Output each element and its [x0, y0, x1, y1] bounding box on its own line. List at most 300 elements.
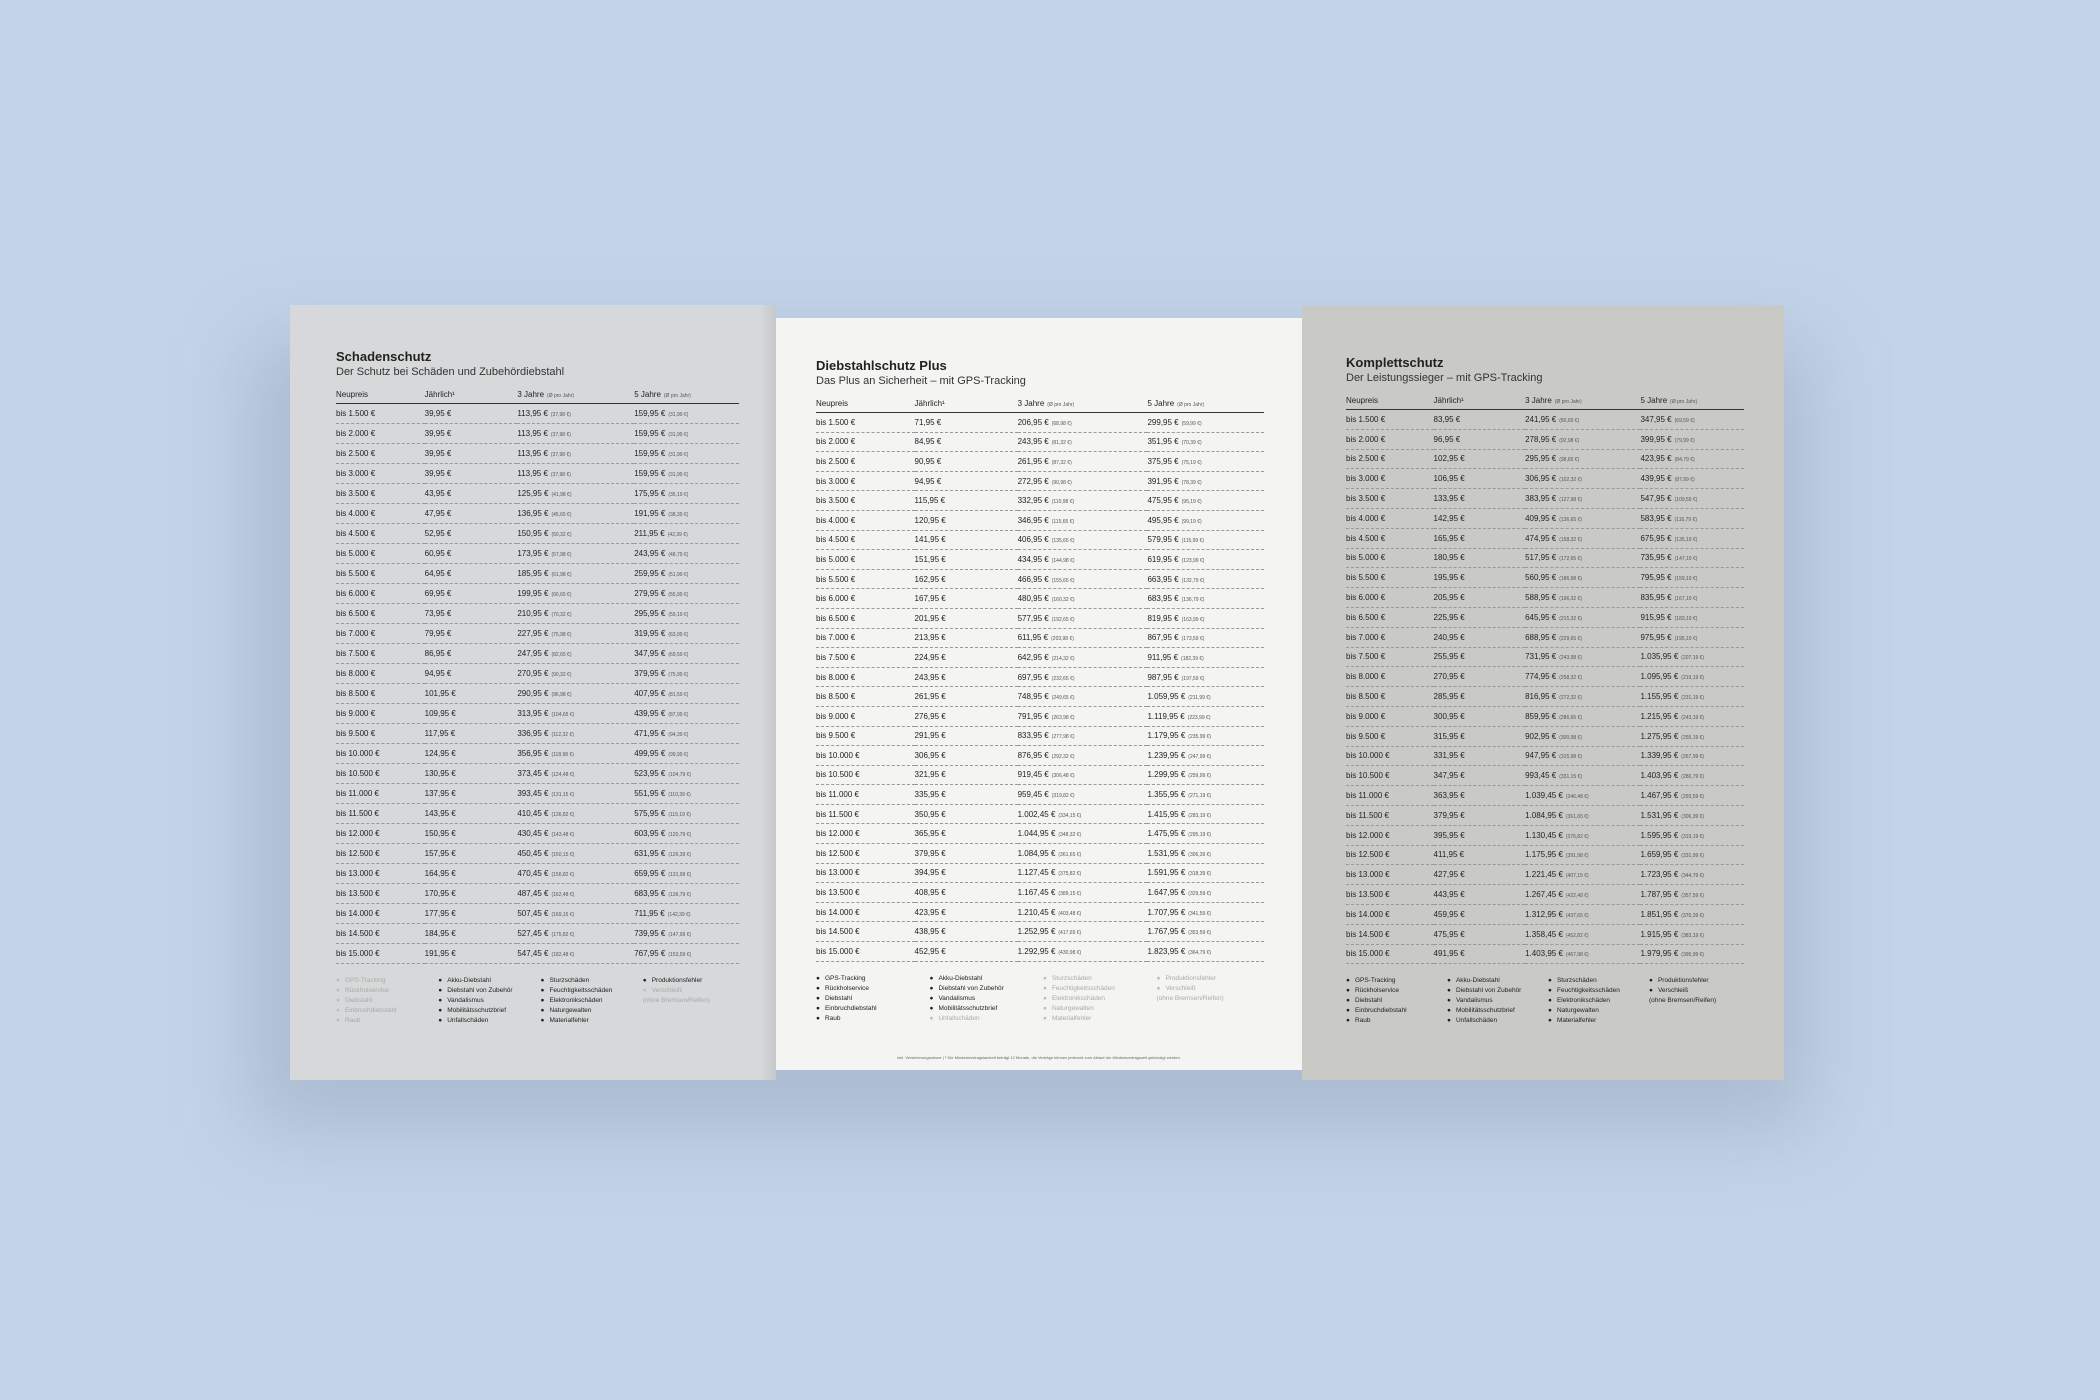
feature-item: ● Verschleiß — [1157, 984, 1265, 994]
jaehrlich-cell: 315,95 € — [1434, 726, 1526, 746]
jaehrlich-cell: 64,95 € — [425, 564, 518, 584]
neupreis-cell: bis 6.000 € — [1346, 588, 1434, 608]
drei-jahre-cell — [1525, 410, 1640, 430]
fuenf-jahre-avg: (182,39 €) — [1181, 655, 1204, 662]
table-row — [816, 844, 1264, 864]
drei-jahre-price: 902,95 € — [1525, 731, 1557, 741]
drei-jahre-avg: (156,82 €) — [551, 872, 575, 878]
feature-item: ● Elektronikschäden — [1043, 994, 1151, 1004]
neupreis-cell: bis 12.500 € — [1346, 845, 1434, 865]
neupreis-cell: bis 15.000 € — [1346, 944, 1434, 964]
table-row — [1346, 647, 1744, 667]
fuenf-jahre-price: 683,95 € — [1147, 594, 1179, 604]
fuenf-jahre-price: 1.095,95 € — [1640, 672, 1679, 682]
fuenf-jahre-avg: (31,99 €) — [668, 412, 689, 418]
fuenf-jahre-cell — [634, 824, 739, 844]
fuenf-jahre-cell — [1640, 568, 1744, 588]
drei-jahre-price: 430,45 € — [517, 829, 549, 838]
jaehrlich-cell: 300,95 € — [1434, 706, 1526, 726]
fuenf-jahre-price: 1.119,95 € — [1147, 711, 1185, 721]
feature-list — [1346, 976, 1744, 1026]
fuenf-jahre-cell — [634, 744, 739, 764]
fuenf-jahre-price: 159,95 € — [634, 469, 666, 478]
table-row — [816, 922, 1264, 942]
table-row — [336, 484, 739, 504]
drei-jahre-avg: (430,98 €) — [1058, 949, 1082, 956]
drei-jahre-avg: (277,98 €) — [1051, 734, 1075, 741]
drei-jahre-avg: (169,15 €) — [551, 912, 575, 918]
jaehrlich-cell: 408,95 € — [915, 883, 1018, 903]
drei-jahre-cell — [517, 804, 634, 824]
fuenf-jahre-price: 835,95 € — [1640, 593, 1672, 603]
jaehrlich-cell: 167,95 € — [915, 589, 1018, 609]
table-row — [336, 724, 739, 744]
drei-jahre-price: 1.044,95 € — [1017, 829, 1056, 839]
fuenf-jahre-cell — [1147, 785, 1264, 805]
fuenf-jahre-cell — [1640, 766, 1744, 786]
fuenf-jahre-avg: (70,39 €) — [1181, 440, 1202, 447]
fuenf-jahre-avg: (259,99 €) — [1188, 773, 1212, 780]
drei-jahre-price: 1.084,95 € — [1525, 810, 1563, 820]
drei-jahre-price: 113,95 € — [517, 449, 548, 458]
drei-jahre-cell — [1018, 550, 1148, 570]
fuenf-jahre-cell — [634, 664, 739, 684]
drei-jahre-cell — [1018, 628, 1148, 648]
table-row — [816, 510, 1264, 530]
neupreis-cell: bis 14.500 € — [816, 922, 915, 942]
fuenf-jahre-avg: (95,19 €) — [1181, 499, 1202, 506]
neupreis-cell: bis 9.000 € — [336, 704, 425, 724]
jaehrlich-cell: 133,95 € — [1434, 489, 1526, 509]
neupreis-cell: bis 13.500 € — [816, 883, 915, 903]
fuenf-jahre-cell — [1640, 410, 1744, 430]
fuenf-jahre-price: 471,95 € — [634, 729, 666, 738]
neupreis-cell: bis 13.500 € — [1346, 885, 1434, 905]
fuenf-jahre-price: 523,95 € — [634, 769, 666, 778]
fuenf-jahre-avg: (99,99 €) — [668, 752, 689, 758]
fuenf-jahre-cell — [1147, 902, 1264, 922]
drei-jahre-cell — [517, 464, 634, 484]
fuenf-jahre-cell — [1147, 667, 1264, 687]
table-row — [1346, 588, 1744, 608]
fuenf-jahre-avg: (31,99 €) — [668, 432, 689, 438]
drei-jahre-cell — [1525, 706, 1640, 726]
drei-jahre-avg: (162,48 €) — [551, 892, 575, 898]
drei-jahre-avg: (80,65 €) — [1559, 417, 1580, 424]
feature-item: (ohne Bremsen/Reifen) — [642, 997, 710, 1004]
drei-jahre-cell — [517, 744, 634, 764]
fuenf-jahre-cell — [634, 424, 739, 444]
drei-jahre-avg: (57,98 €) — [551, 552, 572, 558]
header-3-jahre-label: 3 Jahre — [1017, 399, 1045, 408]
drei-jahre-cell — [1525, 548, 1640, 568]
fuenf-jahre-cell — [1147, 648, 1264, 668]
panel-title: Komplettschutz — [1346, 355, 1444, 370]
drei-jahre-cell — [1018, 726, 1148, 746]
table-row — [816, 706, 1264, 726]
feature-list — [816, 974, 1264, 1024]
fuenf-jahre-cell — [634, 484, 739, 504]
header-5-jahre-label: 5 Jahre — [1640, 396, 1668, 405]
drei-jahre-avg: (272,32 €) — [1559, 695, 1583, 702]
drei-jahre-cell — [1018, 569, 1148, 589]
fuenf-jahre-avg: (183,19 €) — [1674, 615, 1698, 622]
table-row — [336, 624, 739, 644]
feature-item: ● Diebstahl von Zubehör — [438, 986, 534, 996]
fuenf-jahre-avg: (267,99 €) — [1681, 754, 1705, 761]
fuenf-jahre-price: 1.531,95 € — [1640, 810, 1679, 820]
drei-jahre-avg: (263,98 €) — [1051, 714, 1075, 721]
drei-jahre-avg: (37,98 €) — [550, 432, 571, 438]
table-row — [1346, 568, 1744, 588]
header-jaehrlich: Jährlich¹ — [425, 390, 518, 404]
drei-jahre-avg: (37,98 €) — [550, 452, 571, 458]
fuenf-jahre-price: 551,95 € — [634, 789, 666, 798]
drei-jahre-avg: (407,15 €) — [1565, 873, 1589, 880]
table-row — [816, 550, 1264, 570]
drei-jahre-cell — [1018, 824, 1148, 844]
feature-item: ● Diebstahl — [1346, 996, 1441, 1006]
table-row — [816, 413, 1264, 433]
jaehrlich-cell: 151,95 € — [915, 550, 1018, 570]
fuenf-jahre-price: 1.179,95 € — [1147, 731, 1186, 741]
feature-column — [336, 976, 432, 1026]
drei-jahre-price: 270,95 € — [517, 669, 549, 678]
neupreis-cell: bis 3.500 € — [816, 491, 915, 511]
fuenf-jahre-avg: (81,59 €) — [668, 692, 689, 698]
table-row — [816, 863, 1264, 883]
table-row — [816, 452, 1264, 472]
fuenf-jahre-cell — [1640, 885, 1744, 905]
drei-jahre-cell — [1018, 706, 1148, 726]
fuenf-jahre-avg: (293,59 €) — [1681, 794, 1705, 801]
jaehrlich-cell: 124,95 € — [425, 744, 518, 764]
fuenf-jahre-avg: (42,39 €) — [667, 532, 688, 538]
table-row — [816, 569, 1264, 589]
feature-item: ● Materialfehler — [1548, 1016, 1643, 1026]
drei-jahre-avg: (124,48 €) — [551, 772, 575, 778]
drei-jahre-cell — [1018, 687, 1148, 707]
feature-item: ● Verschleiß — [1649, 986, 1744, 996]
fuenf-jahre-price: 191,95 € — [634, 509, 666, 518]
header-5-jahre — [1147, 399, 1264, 413]
drei-jahre-avg: (292,32 €) — [1051, 753, 1075, 760]
jaehrlich-cell: 170,95 € — [425, 884, 518, 904]
jaehrlich-cell: 350,95 € — [915, 804, 1018, 824]
table-row — [1346, 865, 1744, 885]
fuenf-jahre-avg: (147,19 €) — [1674, 556, 1698, 563]
fuenf-jahre-cell — [634, 444, 739, 464]
jaehrlich-cell: 101,95 € — [425, 684, 518, 704]
drei-jahre-avg: (41,98 €) — [551, 492, 572, 498]
jaehrlich-cell: 243,95 € — [915, 667, 1018, 687]
fuenf-jahre-price: 439,95 € — [1640, 474, 1672, 484]
drei-jahre-price: 466,95 € — [1017, 574, 1049, 584]
drei-jahre-avg: (127,98 €) — [1559, 497, 1583, 504]
feature-item: ● Produktionsfehler — [1157, 974, 1265, 984]
fuenf-jahre-price: 795,95 € — [1640, 573, 1672, 583]
fuenf-jahre-avg: (329,59 €) — [1188, 891, 1212, 898]
table-row — [1346, 944, 1744, 964]
drei-jahre-cell — [517, 904, 634, 924]
jaehrlich-cell: 69,95 € — [425, 584, 518, 604]
feature-item: ● Rückholservice — [336, 986, 432, 996]
fuenf-jahre-price: 683,95 € — [634, 889, 666, 898]
drei-jahre-avg: (131,15 €) — [551, 792, 575, 798]
drei-jahre-cell — [517, 484, 634, 504]
table-row — [1346, 726, 1744, 746]
jaehrlich-cell: 84,95 € — [915, 432, 1018, 452]
fuenf-jahre-price: 819,95 € — [1147, 613, 1179, 623]
fuenf-jahre-avg: (370,39 €) — [1681, 912, 1705, 919]
jaehrlich-cell: 335,95 € — [915, 785, 1018, 805]
table-row — [1346, 429, 1744, 449]
fuenf-jahre-avg: (59,19 €) — [668, 612, 689, 618]
drei-jahre-avg: (192,65 €) — [1051, 616, 1075, 623]
drei-jahre-price: 243,95 € — [1017, 437, 1049, 447]
header-neupreis: Neupreis — [336, 390, 425, 404]
drei-jahre-cell — [1525, 786, 1640, 806]
feature-item: ● Sturzschäden — [541, 976, 637, 986]
jaehrlich-cell: 39,95 € — [425, 404, 518, 424]
drei-jahre-avg: (37,98 €) — [550, 472, 571, 478]
fuenf-jahre-avg: (55,99 €) — [668, 592, 689, 598]
drei-jahre-cell — [517, 764, 634, 784]
neupreis-cell: bis 7.000 € — [336, 624, 425, 644]
jaehrlich-cell: 120,95 € — [915, 510, 1018, 530]
drei-jahre-avg: (215,32 €) — [1559, 615, 1583, 622]
fuenf-jahre-avg: (84,79 €) — [1674, 457, 1695, 464]
drei-jahre-price: 1.221,45 € — [1525, 870, 1563, 880]
fuenf-jahre-price: 575,95 € — [634, 809, 666, 818]
neupreis-cell: bis 1.500 € — [1346, 410, 1434, 430]
jaehrlich-cell: 443,95 € — [1434, 885, 1526, 905]
table-row — [816, 667, 1264, 687]
neupreis-cell: bis 5.000 € — [816, 550, 915, 570]
drei-jahre-price: 1.358,45 € — [1525, 929, 1563, 939]
fuenf-jahre-price: 319,95 € — [634, 629, 666, 638]
fuenf-jahre-price: 1.915,95 € — [1640, 929, 1679, 939]
fuenf-jahre-avg: (153,59 €) — [668, 952, 692, 958]
table-row — [336, 564, 739, 584]
fuenf-jahre-price: 583,95 € — [1640, 513, 1672, 523]
fuenf-jahre-avg: (173,59 €) — [1181, 636, 1205, 643]
neupreis-cell: bis 10.500 € — [816, 765, 915, 785]
drei-jahre-avg: (37,98 €) — [550, 412, 571, 418]
drei-jahre-price: 406,95 € — [1017, 535, 1049, 545]
feature-item: ● Produktionsfehler — [1649, 976, 1744, 986]
price-table — [816, 399, 1264, 962]
table-row — [336, 404, 739, 424]
header-5-jahre-label: 5 Jahre — [634, 390, 661, 399]
feature-item: ● Diebstahl — [336, 996, 432, 1006]
neupreis-cell: bis 14.000 € — [336, 904, 425, 924]
fuenf-jahre-cell — [1640, 746, 1744, 766]
drei-jahre-price: 517,95 € — [1525, 553, 1557, 563]
neupreis-cell: bis 9.000 € — [1346, 706, 1434, 726]
fuenf-jahre-price: 739,95 € — [634, 929, 666, 938]
drei-jahre-price: 295,95 € — [1525, 454, 1557, 464]
neupreis-cell: bis 3.000 € — [816, 471, 915, 491]
fuenf-jahre-cell — [1147, 569, 1264, 589]
table-row — [1346, 607, 1744, 627]
drei-jahre-avg: (389,15 €) — [1058, 891, 1082, 898]
neupreis-cell: bis 4.000 € — [1346, 508, 1434, 528]
jaehrlich-cell: 224,95 € — [915, 648, 1018, 668]
drei-jahre-avg: (61,98 €) — [551, 572, 572, 578]
drei-jahre-cell — [1018, 746, 1148, 766]
neupreis-cell: bis 10.000 € — [816, 746, 915, 766]
fuenf-jahre-cell — [1147, 726, 1264, 746]
fuenf-jahre-avg: (79,99 €) — [1674, 437, 1695, 444]
drei-jahre-price: 833,95 € — [1017, 731, 1049, 741]
jaehrlich-cell: 195,95 € — [1434, 568, 1526, 588]
drei-jahre-cell — [1525, 627, 1640, 647]
fuenf-jahre-cell — [634, 724, 739, 744]
feature-item: ● Raub — [1346, 1016, 1441, 1026]
fuenf-jahre-avg: (126,39 €) — [668, 852, 692, 858]
fuenf-jahre-price: 1.707,95 € — [1147, 907, 1186, 917]
drei-jahre-cell — [517, 724, 634, 744]
fuenf-jahre-price: 243,95 € — [634, 549, 666, 558]
feature-item: ● Diebstahl von Zubehör — [1447, 986, 1542, 996]
fuenf-jahre-price: 1.647,95 € — [1147, 888, 1186, 898]
fuenf-jahre-price: 1.659,95 € — [1640, 850, 1679, 860]
price-table — [1346, 396, 1744, 964]
fuenf-jahre-price: 391,95 € — [1147, 476, 1179, 486]
table-row — [1346, 489, 1744, 509]
drei-jahre-cell — [1018, 589, 1148, 609]
fuenf-jahre-price: 495,95 € — [1147, 515, 1179, 525]
drei-jahre-avg: (249,65 €) — [1051, 695, 1075, 702]
fuenf-jahre-avg: (195,19 €) — [1674, 635, 1698, 642]
jaehrlich-cell: 184,95 € — [425, 924, 518, 944]
fuenf-jahre-cell — [1640, 726, 1744, 746]
feature-column — [438, 976, 534, 1026]
jaehrlich-cell: 60,95 € — [425, 544, 518, 564]
fuenf-jahre-avg: (69,59 €) — [668, 652, 689, 658]
drei-jahre-cell — [1018, 883, 1148, 903]
neupreis-cell: bis 4.500 € — [816, 530, 915, 550]
jaehrlich-cell: 205,95 € — [1434, 588, 1526, 608]
neupreis-cell: bis 7.000 € — [1346, 627, 1434, 647]
drei-jahre-cell — [1525, 667, 1640, 687]
drei-jahre-cell — [1525, 568, 1640, 588]
drei-jahre-cell — [517, 404, 634, 424]
fuenf-jahre-avg: (280,79 €) — [1681, 774, 1705, 781]
table-row — [1346, 469, 1744, 489]
neupreis-cell: bis 2.500 € — [336, 444, 425, 464]
jaehrlich-cell: 423,95 € — [915, 902, 1018, 922]
drei-jahre-avg: (160,32 €) — [1051, 597, 1075, 604]
neupreis-cell: bis 8.000 € — [336, 664, 425, 684]
fuenf-jahre-avg: (115,99 €) — [1181, 538, 1205, 545]
jaehrlich-cell: 47,95 € — [425, 504, 518, 524]
fuenf-jahre-price: 1.035,95 € — [1640, 652, 1679, 662]
fuenf-jahre-price: 1.059,95 € — [1147, 692, 1186, 702]
drei-jahre-cell — [1525, 647, 1640, 667]
drei-jahre-price: 774,95 € — [1525, 672, 1557, 682]
jaehrlich-cell: 321,95 € — [915, 765, 1018, 785]
panel-title: Diebstahlschutz Plus — [816, 358, 947, 373]
feature-item: ● Rückholservice — [1346, 986, 1441, 996]
drei-jahre-price: 409,95 € — [1525, 513, 1557, 523]
fuenf-jahre-avg: (319,19 €) — [1681, 833, 1705, 840]
jaehrlich-cell: 331,95 € — [1434, 746, 1526, 766]
drei-jahre-avg: (334,15 €) — [1058, 812, 1082, 819]
fuenf-jahre-cell — [634, 844, 739, 864]
drei-jahre-avg: (203,98 €) — [1051, 636, 1074, 643]
fuenf-jahre-cell — [634, 624, 739, 644]
fuenf-jahre-price: 1.415,95 € — [1147, 809, 1186, 819]
drei-jahre-cell — [517, 944, 634, 964]
header-5-jahre — [634, 390, 739, 404]
header-3-jahre-label: 3 Jahre — [1525, 396, 1552, 405]
fuenf-jahre-cell — [1640, 469, 1744, 489]
fuenf-jahre-price: 603,95 € — [634, 829, 666, 838]
jaehrlich-cell: 86,95 € — [425, 644, 518, 664]
table-row — [1346, 548, 1744, 568]
jaehrlich-cell: 39,95 € — [425, 444, 518, 464]
drei-jahre-avg: (150,15 €) — [551, 852, 575, 858]
fuenf-jahre-avg: (116,79 €) — [1674, 516, 1698, 523]
fuenf-jahre-avg: (142,39 €) — [667, 912, 691, 918]
drei-jahre-price: 1.127,45 € — [1017, 868, 1056, 878]
drei-jahre-avg: (391,98 €) — [1565, 853, 1589, 860]
drei-jahre-price: 1.039,45 € — [1525, 791, 1563, 801]
neupreis-cell: bis 11.000 € — [816, 785, 915, 805]
fuenf-jahre-avg: (207,19 €) — [1681, 655, 1705, 662]
drei-jahre-avg: (417,65 €) — [1058, 930, 1082, 937]
neupreis-cell: bis 3.000 € — [1346, 469, 1434, 489]
neupreis-cell: bis 4.000 € — [816, 510, 915, 530]
fuenf-jahre-cell — [634, 804, 739, 824]
fuenf-jahre-cell — [634, 464, 739, 484]
drei-jahre-avg: (258,32 €) — [1559, 675, 1583, 682]
jaehrlich-cell: 106,95 € — [1434, 469, 1526, 489]
feature-item: ● Mobilitätsschutzbrief — [930, 1004, 1038, 1014]
price-table — [336, 390, 739, 964]
drei-jahre-cell — [1525, 746, 1640, 766]
neupreis-cell: bis 3.500 € — [1346, 489, 1434, 509]
drei-jahre-price: 173,95 € — [517, 549, 549, 558]
drei-jahre-price: 645,95 € — [1525, 612, 1557, 622]
drei-jahre-price: 527,45 € — [517, 929, 549, 938]
fuenf-jahre-cell — [634, 904, 739, 924]
jaehrlich-cell: 150,95 € — [425, 824, 518, 844]
drei-jahre-price: 1.002,45 € — [1017, 809, 1056, 819]
table-row — [1346, 885, 1744, 905]
fuenf-jahre-avg: (136,79 €) — [668, 892, 692, 898]
jaehrlich-cell: 43,95 € — [425, 484, 518, 504]
drei-jahre-avg: (66,65 €) — [551, 592, 572, 598]
drei-jahre-price: 588,95 € — [1525, 593, 1557, 603]
drei-jahre-avg: (422,48 €) — [1565, 893, 1589, 900]
fuenf-jahre-avg: (255,19 €) — [1681, 734, 1705, 741]
fuenf-jahre-avg: (167,19 €) — [1674, 596, 1698, 603]
fuenf-jahre-cell — [1147, 510, 1264, 530]
drei-jahre-avg: (315,98 €) — [1559, 754, 1583, 761]
drei-jahre-cell — [1018, 413, 1148, 433]
fuenf-jahre-price: 1.155,95 € — [1640, 692, 1679, 702]
neupreis-cell: bis 2.000 € — [816, 432, 915, 452]
neupreis-cell: bis 7.500 € — [816, 648, 915, 668]
fuenf-jahre-avg: (69,59 €) — [1674, 417, 1695, 424]
table-row — [816, 471, 1264, 491]
drei-jahre-price: 731,95 € — [1525, 652, 1557, 662]
drei-jahre-avg: (300,98 €) — [1559, 734, 1583, 741]
jaehrlich-cell: 452,95 € — [915, 942, 1018, 962]
